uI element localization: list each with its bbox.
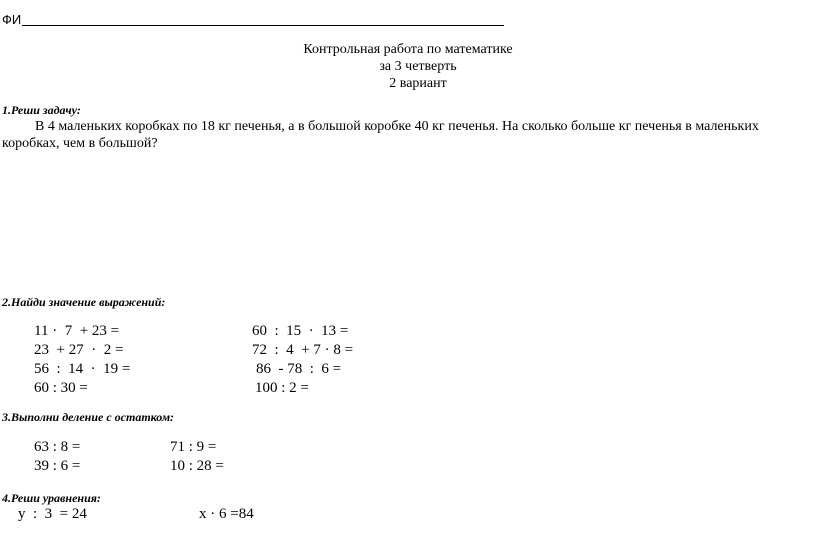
name-label: ФИ xyxy=(2,12,22,27)
task3-division-right-1: 71 : 9 = xyxy=(170,439,217,455)
task1-heading: 1.Реши задачу: xyxy=(2,103,81,117)
task4-equation-2: x · 6 =84 xyxy=(199,506,254,522)
page-subtitle-quarter: за 3 четверть xyxy=(379,59,457,74)
task4-equation-1: y : 3 = 24 xyxy=(18,506,87,522)
task2-expression-left-4: 60 : 30 = xyxy=(34,380,88,396)
task1-text-line2: коробках, чем в большой? xyxy=(2,136,158,151)
page-subtitle-variant: 2 вариант xyxy=(389,76,447,91)
task2-expression-right-2: 72 : 4 + 7 · 8 = xyxy=(252,342,354,358)
task2-expression-left-3: 56 : 14 · 19 = xyxy=(34,361,131,377)
task4-heading: 4.Реши уравнения: xyxy=(2,491,101,505)
task3-division-right-2: 10 : 28 = xyxy=(170,458,224,474)
task2-expression-left-2: 23 + 27 · 2 = xyxy=(34,342,124,358)
task2-expression-right-4: 100 : 2 = xyxy=(255,380,309,396)
task2-expression-left-1: 11 · 7 + 23 = xyxy=(34,323,120,339)
task3-division-left-1: 63 : 8 = xyxy=(34,439,81,455)
name-blank-line xyxy=(22,25,504,26)
task2-expression-right-3: 86 - 78 : 6 = xyxy=(256,361,342,377)
task3-division-left-2: 39 : 6 = xyxy=(34,458,81,474)
task1-text-line1: В 4 маленьких коробках по 18 кг печенья, а в большой коробке 40 кг печенья. На сколько больше кг печенья в маленьких xyxy=(35,119,759,134)
task2-expression-right-1: 60 : 15 · 13 = xyxy=(252,323,349,339)
page-title: Контрольная работа по математике xyxy=(303,42,513,57)
task3-heading: 3.Выполни деление с остатком: xyxy=(2,410,175,424)
task2-heading: 2.Найди значение выражений: xyxy=(2,295,166,309)
